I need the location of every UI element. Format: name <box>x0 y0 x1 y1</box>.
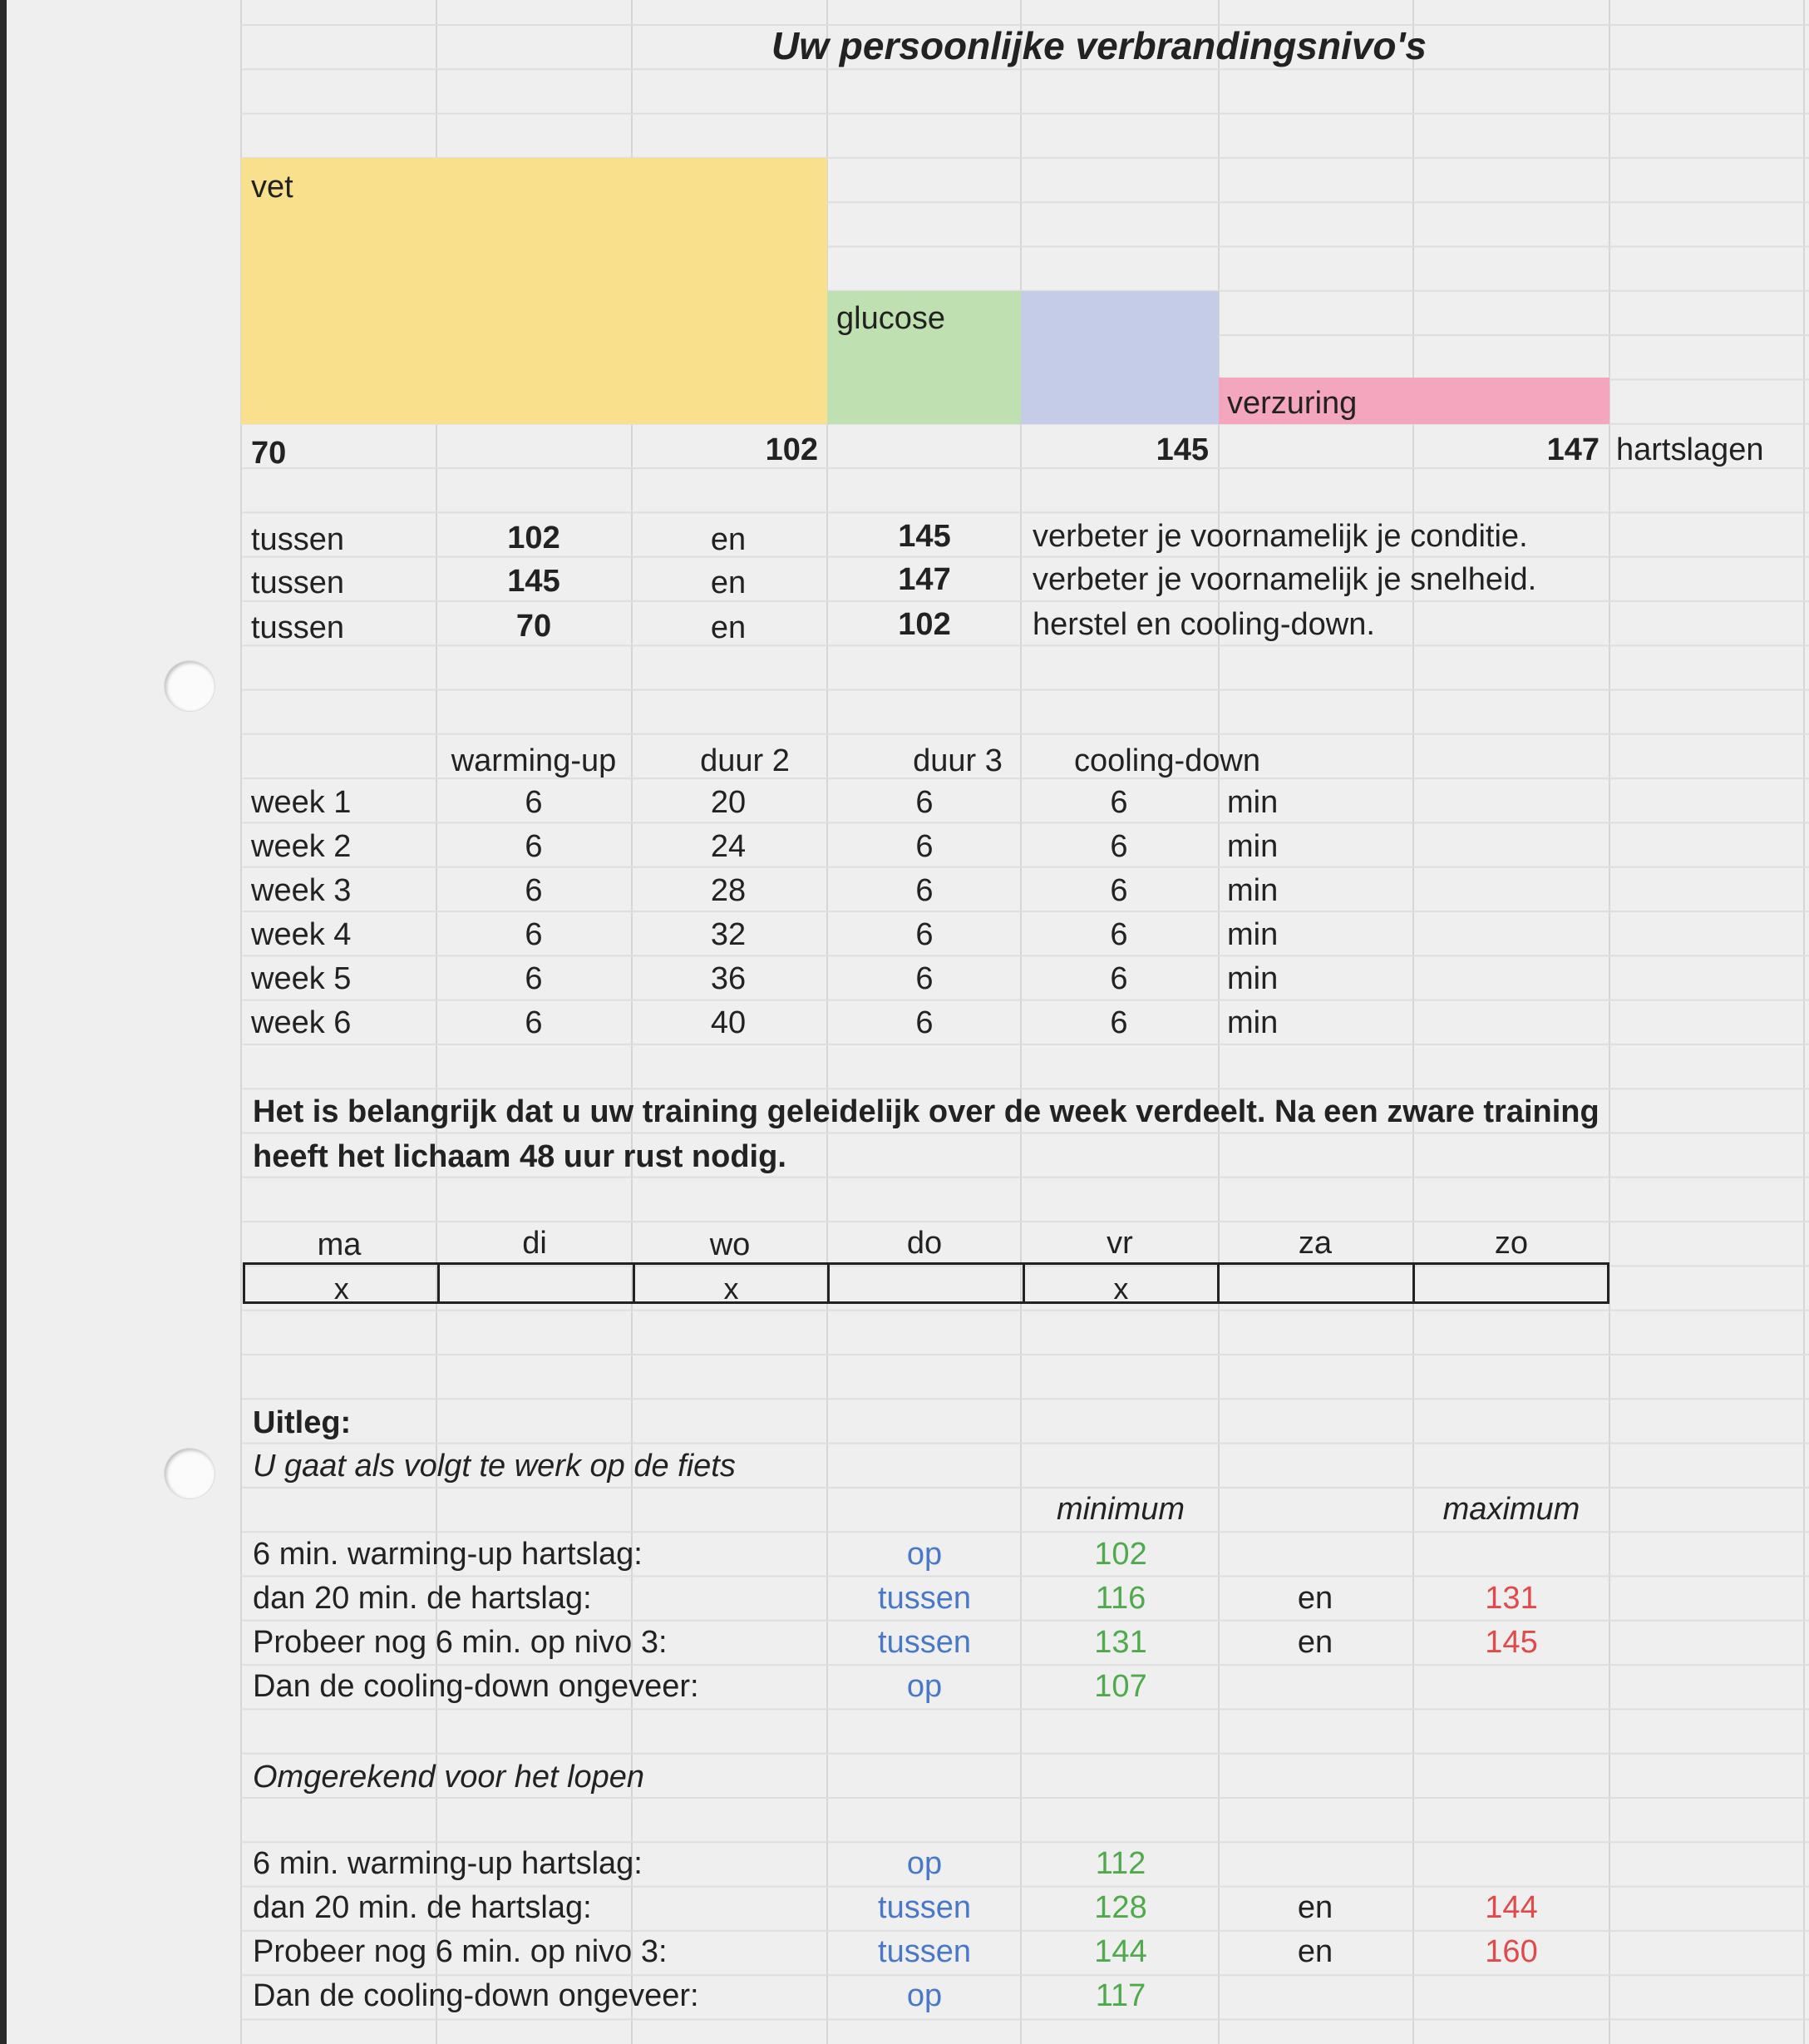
punch-hole-bottom <box>165 1449 214 1498</box>
range-to: 147 <box>898 562 951 597</box>
schedule-duur2: 32 <box>710 917 747 952</box>
day-label: ma <box>317 1227 362 1262</box>
schedule-unit: min <box>1227 917 1279 952</box>
range-from: 102 <box>507 521 560 555</box>
instruction-preposition: op <box>906 1978 943 2013</box>
day-label: di <box>522 1226 547 1261</box>
punch-hole-top <box>165 661 214 711</box>
instruction-label: Dan de cooling-down ongeveer: <box>253 1669 699 1704</box>
day-label: za <box>1298 1226 1333 1261</box>
schedule-warmup: 6 <box>525 917 543 952</box>
day-cell <box>245 1265 440 1306</box>
instruction-preposition: op <box>906 1537 943 1572</box>
instruction-minimum: 102 <box>1094 1537 1147 1572</box>
schedule-duur3: 6 <box>915 1005 934 1040</box>
instruction-label: dan 20 min. de hartslag: <box>253 1890 592 1925</box>
range-word: tussen <box>251 610 344 645</box>
range-from: 70 <box>515 609 552 644</box>
schedule-unit: min <box>1227 829 1279 864</box>
schedule-warmup: 6 <box>525 873 543 908</box>
range-from: 145 <box>507 564 560 599</box>
day-mark: x <box>1113 1271 1129 1306</box>
note-line-1: Het is belangrijk dat u uw training geleidelijk over de week verdeelt. Na een zware training <box>253 1094 1600 1129</box>
schedule-duur2: 24 <box>710 829 747 864</box>
schedule-unit: min <box>1227 961 1279 996</box>
schedule-week: week 5 <box>251 961 352 996</box>
maximum-label: maximum <box>1442 1492 1580 1527</box>
schedule-duur2: 36 <box>710 961 747 996</box>
schedule-duur2: 28 <box>710 873 747 908</box>
minimum-label: minimum <box>1056 1492 1185 1527</box>
schedule-header-duur3: duur 3 <box>913 743 1003 778</box>
range-desc: verbeter je voornamelijk je conditie. <box>1033 519 1528 554</box>
axis-unit: hartslagen <box>1616 432 1764 467</box>
instruction-minimum: 131 <box>1094 1625 1147 1660</box>
day-cell <box>1220 1265 1414 1301</box>
instruction-minimum: 117 <box>1095 1978 1146 2013</box>
schedule-duur3: 6 <box>915 961 934 996</box>
instruction-and: en <box>1297 1581 1333 1616</box>
schedule-cooldown: 6 <box>1110 829 1128 864</box>
schedule-week: week 2 <box>251 829 352 864</box>
range-word: tussen <box>251 522 344 557</box>
range-and: en <box>710 610 747 645</box>
schedule-duur3: 6 <box>915 873 934 908</box>
axis-tick-145: 145 <box>1156 432 1209 467</box>
day-label: zo <box>1494 1226 1529 1261</box>
day-cell <box>1415 1265 1607 1301</box>
schedule-warmup: 6 <box>525 1005 543 1040</box>
schedule-week: week 1 <box>251 785 352 820</box>
instruction-and: en <box>1297 1934 1333 1969</box>
schedule-warmup: 6 <box>525 829 543 864</box>
weekday-table <box>243 1262 1609 1304</box>
bike-intro: U gaat als volgt te werk op de fiets <box>253 1449 736 1484</box>
range-desc: verbeter je voornamelijk je snelheid. <box>1033 562 1537 597</box>
instruction-label: Probeer nog 6 min. op nivo 3: <box>253 1934 668 1969</box>
explanation-heading: Uitleg: <box>253 1405 352 1440</box>
schedule-duur3: 6 <box>915 829 934 864</box>
instruction-preposition: tussen <box>878 1890 971 1925</box>
schedule-cooldown: 6 <box>1110 961 1128 996</box>
day-cell <box>830 1265 1024 1301</box>
instruction-label: Dan de cooling-down ongeveer: <box>253 1978 699 2013</box>
axis-tick-102: 102 <box>765 432 818 467</box>
instruction-and: en <box>1297 1625 1333 1660</box>
range-word: tussen <box>251 565 344 600</box>
instruction-maximum: 131 <box>1485 1581 1538 1616</box>
schedule-duur2: 20 <box>710 785 747 820</box>
schedule-week: week 3 <box>251 873 352 908</box>
day-mark: x <box>723 1271 739 1306</box>
instruction-preposition: tussen <box>878 1581 971 1616</box>
schedule-unit: min <box>1227 785 1279 820</box>
schedule-unit: min <box>1227 873 1279 908</box>
zone-fat <box>241 158 827 424</box>
schedule-header-cooldown: cooling-down <box>1074 743 1260 778</box>
instruction-maximum: 160 <box>1485 1934 1538 1969</box>
instruction-minimum: 144 <box>1094 1934 1147 1969</box>
instruction-preposition: tussen <box>878 1934 971 1969</box>
schedule-warmup: 6 <box>525 961 543 996</box>
schedule-cooldown: 6 <box>1110 873 1128 908</box>
zone-glucose-label: glucose <box>836 301 945 336</box>
range-and: en <box>710 522 747 557</box>
run-intro: Omgerekend voor het lopen <box>253 1760 645 1795</box>
axis-tick-70: 70 <box>251 436 287 471</box>
instruction-preposition: tussen <box>878 1625 971 1660</box>
day-cell <box>440 1265 634 1301</box>
instruction-maximum: 144 <box>1485 1890 1538 1925</box>
range-to: 102 <box>898 607 951 642</box>
schedule-cooldown: 6 <box>1110 1005 1128 1040</box>
schedule-cooldown: 6 <box>1110 917 1128 952</box>
schedule-header-duur2: duur 2 <box>700 743 790 778</box>
instruction-preposition: op <box>906 1669 943 1704</box>
zone-fat-label: vet <box>251 170 293 205</box>
instruction-minimum: 128 <box>1094 1890 1147 1925</box>
instruction-minimum: 116 <box>1095 1581 1146 1616</box>
day-cell <box>635 1265 830 1306</box>
schedule-week: week 4 <box>251 917 352 952</box>
schedule-week: week 6 <box>251 1005 352 1040</box>
schedule-duur3: 6 <box>915 917 934 952</box>
day-label: do <box>906 1226 943 1261</box>
axis-tick-147: 147 <box>1546 432 1600 467</box>
schedule-duur3: 6 <box>915 785 934 820</box>
instruction-preposition: op <box>906 1846 943 1881</box>
instruction-label: 6 min. warming-up hartslag: <box>253 1846 643 1881</box>
note-line-2: heeft het lichaam 48 uur rust nodig. <box>253 1139 786 1174</box>
day-label: vr <box>1107 1226 1133 1261</box>
range-and: en <box>710 565 747 600</box>
schedule-unit: min <box>1227 1005 1279 1040</box>
schedule-warmup: 6 <box>525 785 543 820</box>
schedule-duur2: 40 <box>710 1005 747 1040</box>
instruction-label: 6 min. warming-up hartslag: <box>253 1537 643 1572</box>
instruction-label: Probeer nog 6 min. op nivo 3: <box>253 1625 668 1660</box>
instruction-and: en <box>1297 1890 1333 1925</box>
schedule-header-warmup: warming-up <box>451 743 617 778</box>
schedule-cooldown: 6 <box>1110 785 1128 820</box>
instruction-label: dan 20 min. de hartslag: <box>253 1581 592 1616</box>
instruction-minimum: 107 <box>1094 1669 1147 1704</box>
instruction-minimum: 112 <box>1095 1846 1146 1881</box>
zone-glucose-high <box>1021 291 1219 424</box>
day-mark: x <box>333 1271 349 1306</box>
day-label: wo <box>709 1227 751 1262</box>
zone-acidification-label: verzuring <box>1227 386 1358 421</box>
instruction-maximum: 145 <box>1485 1625 1538 1660</box>
page-title: Uw persoonlijke verbrandingsnivo's <box>771 24 1427 67</box>
range-to: 145 <box>898 519 951 554</box>
day-cell <box>1025 1265 1220 1306</box>
range-desc: herstel en cooling-down. <box>1033 607 1375 642</box>
